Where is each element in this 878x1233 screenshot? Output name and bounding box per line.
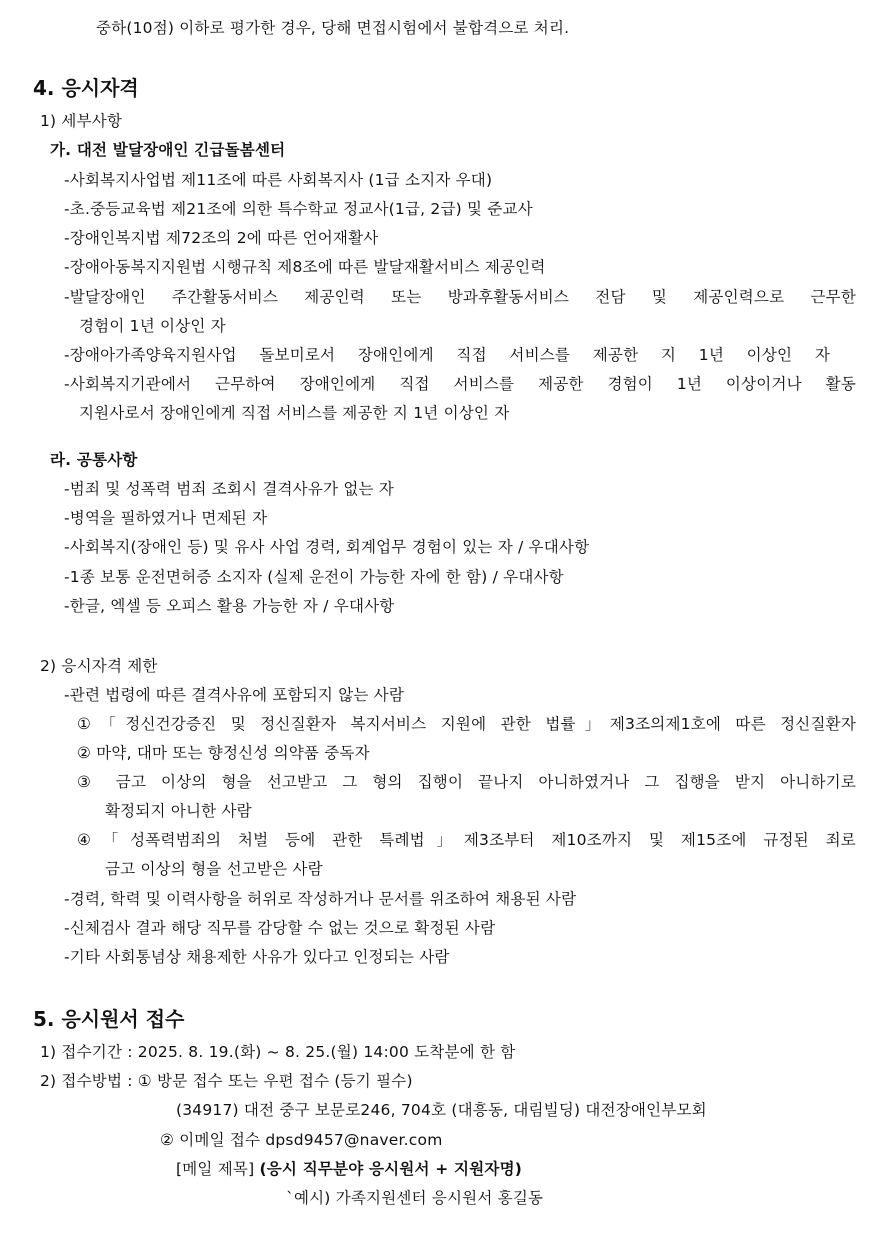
subsection-ra-heading: 라. 공통사항 <box>50 451 138 469</box>
restriction-item: ④「성폭력범죄의 처벌 등에 관한 특례법」제3조부터 제10조까지 및 제15조에 규정된 죄로 <box>77 831 856 849</box>
restriction-item: ③ 금고 이상의 형을 선고받고 그 형의 집행이 끝나지 아니하였거나 그 집행을 받지 아니하기로 <box>77 773 856 791</box>
list-item: -발달장애인 주간활동서비스 제공인력 또는 방과후활동서비스 전담 및 제공인력으로 근무한 <box>64 288 856 306</box>
list-item-continuation: 경험이 1년 이상인 자 <box>79 317 226 335</box>
email-submission: ② 이메일 접수 dpsd9457@naver.com <box>160 1131 443 1149</box>
restriction-item-continuation: 금고 이상의 형을 선고받은 사람 <box>105 860 323 878</box>
list-item: -1종 보통 운전면허증 소지자 (실제 운전이 가능한 자에 한 함) / 우대사항 <box>64 568 564 586</box>
list-item: -사회복지기관에서 근무하여 장애인에게 직접 서비스를 제공한 경험이 1년 이상이거나 활동 <box>64 375 856 393</box>
details-label: 1) 세부사항 <box>40 112 123 130</box>
restriction-lead: -관련 법령에 따른 결격사유에 포함되지 않는 사람 <box>64 686 405 704</box>
list-item: -장애인복지법 제72조의 2에 따른 언어재활사 <box>64 229 379 247</box>
list-item: -장애아가족양육지원사업 돌보미로서 장애인에게 직접 서비스를 제공한 지 1년 이상인 자 <box>64 346 830 364</box>
restriction-label: 2) 응시자격 제한 <box>40 657 158 675</box>
list-item: -경력, 학력 및 이력사항을 허위로 작성하거나 문서를 위조하여 채용된 사람 <box>64 890 577 908</box>
section5-title: 5. 응시원서 접수 <box>33 1007 185 1031</box>
mail-subject-value: (응시 직무분야 응시원서 + 지원자명) <box>259 1160 523 1178</box>
application-period: 1) 접수기간 : 2025. 8. 19.(화) ~ 8. 25.(월) 14:00 도착분에 한 함 <box>40 1043 516 1061</box>
intro-text: 중하(10점) 이하로 평가한 경우, 당해 면접시험에서 불합격으로 처리. <box>96 19 570 37</box>
mail-subject-line <box>176 1158 522 1180</box>
list-item: -사회복지사업법 제11조에 따른 사회복지사 (1급 소지자 우대) <box>64 171 493 189</box>
list-item: -사회복지(장애인 등) 및 유사 사업 경력, 회계업무 경험이 있는 자 / 우대사항 <box>64 538 590 556</box>
restriction-item: ② 마약, 대마 또는 향정신성 의약품 중독자 <box>77 744 370 762</box>
postal-address: (34917) 대전 중구 보문로246, 704호 (대흥동, 대림빌딩) 대전장애인부모회 <box>176 1101 707 1119</box>
mail-subject-label: [메일 제목] <box>176 1160 255 1178</box>
list-item: -기타 사회통념상 채용제한 사유가 있다고 인정되는 사람 <box>64 948 450 966</box>
restriction-item-continuation: 확정되지 아니한 사람 <box>105 802 252 820</box>
restriction-item: ①「정신건강증진 및 정신질환자 복지서비스 지원에 관한 법률」제3조의제1호에 따른 정신질환자 <box>77 715 856 733</box>
list-item-continuation: 지원사로서 장애인에게 직접 서비스를 제공한 지 1년 이상인 자 <box>79 404 510 422</box>
list-item: -초.중등교육법 제21조에 의한 특수학교 정교사(1급, 2급) 및 준교사 <box>64 200 533 218</box>
mail-subject-example: `예시) 가족지원센터 응시원서 홍길동 <box>286 1189 544 1207</box>
list-item: -신체검사 결과 해당 직무를 감당할 수 없는 것으로 확정된 사람 <box>64 919 496 937</box>
section4-title: 4. 응시자격 <box>33 76 139 100</box>
application-method: 2) 접수방법 : ① 방문 접수 또는 우편 접수 (등기 필수) <box>40 1072 413 1090</box>
subsection-ga-heading: 가. 대전 발달장애인 긴급돌봄센터 <box>50 141 286 159</box>
list-item: -범죄 및 성폭력 범죄 조회시 결격사유가 없는 자 <box>64 480 394 498</box>
list-item: -병역을 필하였거나 면제된 자 <box>64 509 268 527</box>
list-item: -한글, 엑셀 등 오피스 활용 가능한 자 / 우대사항 <box>64 597 395 615</box>
list-item: -장애아동복지지원법 시행규칙 제8조에 따른 발달재활서비스 제공인력 <box>64 258 546 276</box>
